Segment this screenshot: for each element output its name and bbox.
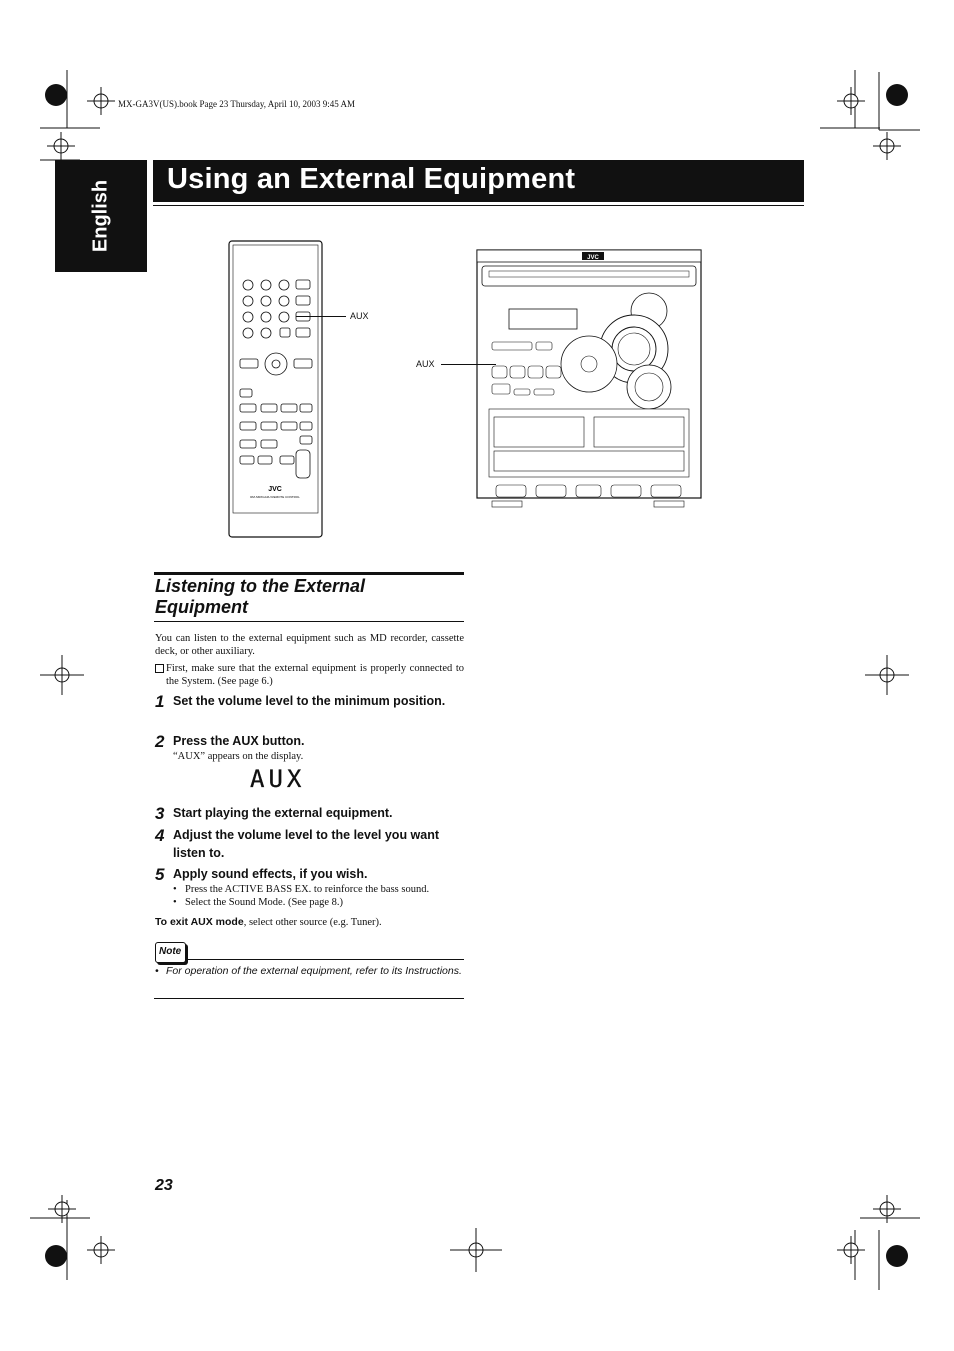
remote-control-illustration	[228, 240, 323, 538]
bullet-icon: •	[173, 884, 177, 895]
display-readout-text: AUX	[250, 765, 306, 793]
display-readout	[250, 765, 305, 793]
remote-caption: RM-SMXGA3U REMOTE CONTROL	[250, 495, 300, 499]
step-number: 3	[155, 804, 165, 823]
step-text: Adjust the volume level to the level you want listen to.	[173, 828, 440, 860]
step-subtext: “AUX” appears on the display.	[173, 751, 304, 762]
step-1	[155, 692, 464, 710]
step-number: 4	[155, 826, 165, 845]
bullet-icon: •	[173, 897, 177, 908]
remote-aux-leader	[296, 316, 346, 317]
unit-aux-callout: AUX	[416, 359, 435, 369]
step-2	[155, 732, 464, 763]
page-number: 23	[155, 1177, 173, 1194]
language-tab	[55, 160, 147, 272]
section-rule-bottom	[154, 621, 464, 622]
note-icon	[155, 942, 186, 963]
section-rule-top	[154, 572, 464, 575]
exit-label: To exit AUX mode	[155, 916, 244, 928]
step-4	[155, 826, 464, 862]
bullet-icon: •	[155, 965, 159, 977]
remote-aux-callout: AUX	[350, 311, 369, 321]
page-title: Using an External Equipment	[167, 163, 576, 195]
step-text: Start playing the external equipment.	[173, 806, 393, 820]
note-rule	[185, 959, 464, 960]
file-header: MX-GA3V(US).book Page 23 Thursday, April 10, 2003 9:45 AM	[118, 99, 355, 109]
main-unit-illustration	[474, 249, 704, 511]
language-tab-label: English	[89, 179, 112, 253]
title-rule	[153, 205, 804, 206]
step-text: Apply sound effects, if you wish.	[173, 867, 368, 881]
note-label: Note	[159, 946, 182, 957]
precondition-text: First, make sure that the external equipment is properly connected to the System. (See page 6.)	[166, 663, 464, 687]
note-rule-bottom	[154, 998, 464, 999]
unit-brand: JVC	[587, 255, 599, 261]
step-number: 5	[155, 865, 165, 884]
step-text: Press the AUX button.	[173, 734, 305, 748]
note-text	[155, 964, 465, 978]
step-bullet	[173, 883, 464, 896]
checkbox-icon	[155, 664, 164, 673]
step-5	[155, 865, 464, 909]
step-number: 1	[155, 692, 165, 711]
step-3	[155, 804, 464, 822]
bullet-text: Select the Sound Mode. (See page 8.)	[185, 897, 344, 908]
step-bullet	[173, 896, 464, 909]
title-bar	[153, 160, 804, 202]
remote-brand: JVC	[268, 486, 282, 493]
exit-instruction	[155, 916, 464, 929]
exit-text: , select other source (e.g. Tuner).	[243, 917, 382, 928]
note-body: For operation of the external equipment, refer to its Instructions.	[166, 965, 462, 977]
intro-paragraph: You can listen to the external equipment such as MD recorder, cassette deck, or other auxiliary.	[155, 633, 464, 657]
unit-aux-leader	[441, 364, 496, 365]
step-text: Set the volume level to the minimum position.	[173, 694, 446, 708]
step-number: 2	[155, 732, 165, 751]
section-title: Listening to the External Equipment	[155, 576, 366, 617]
bullet-text: Press the ACTIVE BASS EX. to reinforce the bass sound.	[185, 884, 430, 895]
precondition-item	[155, 662, 464, 688]
